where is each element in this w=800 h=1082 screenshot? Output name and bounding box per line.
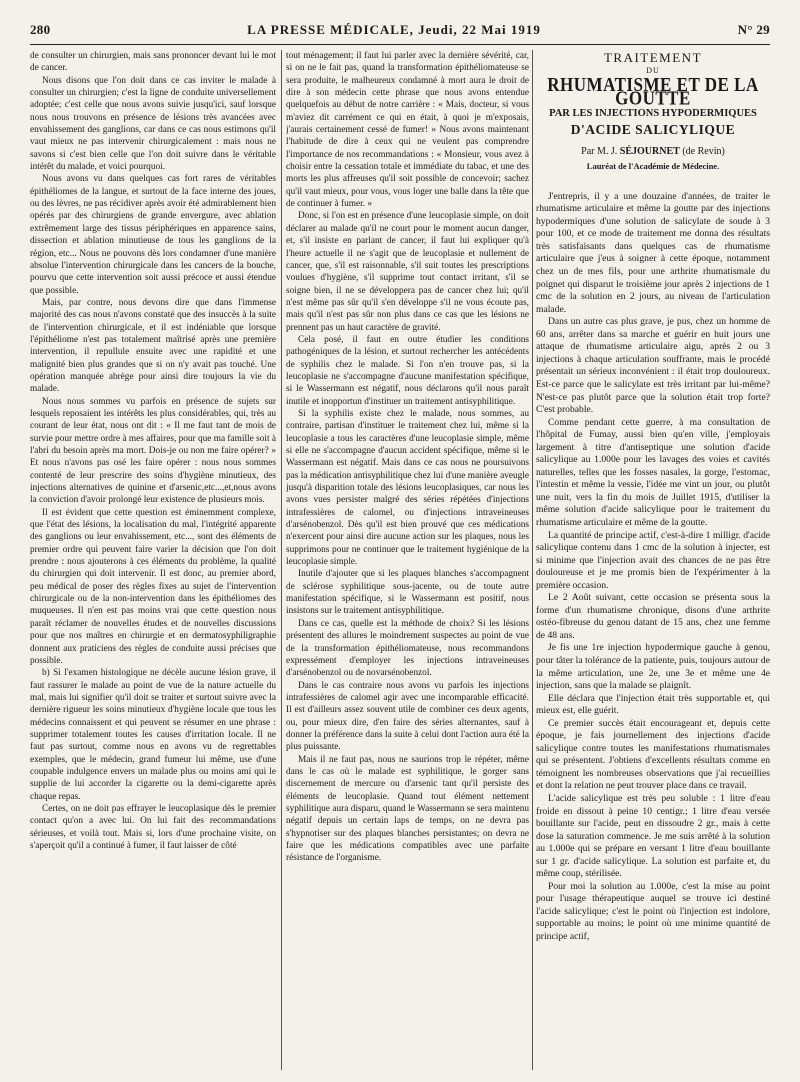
- page-number: 280: [30, 22, 51, 37]
- paragraph: Le 2 Août suivant, cette occasion se présenta sous la forme d'un rhumatisme chronique, disons d'une arthrite ostéo-fibreuse du genou datant de 15 ans, chez une femme de 48 ans.: [536, 592, 770, 641]
- paragraph: Ce premier succès était encourageant et, depuis cette époque, je fais journellement des injections d'acide salicylique contre toutes les manifestations rhumatismales qui se présentent. J'obtiens d'excellents résultats comme en témoignent les nombreuses observations que j'ai recueillies et dont la relation ne peut trouver place dans ce travail.: [536, 717, 770, 792]
- heading-line: TRAITEMENT: [603, 50, 703, 65]
- paragraph: J'entrepris, il y a une douzaine d'années, de traiter le rhumatisme articulaire et même la goutte par des injections hypodermiques d'une solution de salicylate de soude à 3 pour 100, et ce mode de traitement me donna des résultats très satisfaisants dans quelques cas de rhumatisme articulaire que j'eus à soigner à cette époque, notamment chez un de mes fils, pour une arthrite rhumatismale du poignet qui disparut le troisième jour après 2 injections de 1 cmc de la solution en 2 jours, au niveau de l'articulation malade.: [536, 190, 770, 315]
- heading-line: DU: [646, 66, 660, 76]
- paragraph: Mais, par contre, nous devons dire que dans l'immense majorité des cas nous n'avons constaté que des insuccès à la suite de l'intervention chirurgicale, et il est indéniable que lorsque l'épithéliome n'est pas totalement maîtrisé après une première intervention, il repullule ensuite avec une rapidité et une malignité bien plus grandes que si on n'y avait pas touché. Une opération manquée abrège pour ainsi dire toujours la vie du malade.: [30, 297, 276, 395]
- paragraph: Il est évident que cette question est éminemment complexe, que l'état des lésions, la localisation du mal, l'intégrité apparente des ganglions ou leur envahissement, etc..., sont des éléments de premier ordre qui peuvent faire varier la décision que l'on doit prendre : nous ajouterons à ces éléments du problème, la qualité du chirurgien qui doit intervenir. Il est donc, au premier abord, peu médical de poser des règles fixes au sujet de l'intervention chirurgicale ou de la non-intervention dans les épithéliomes des muqueuses. Il n'en est pas moins vrai que cette question nous paraît réclamer de nouvelles études et de nouvelles discussions pour que nos maîtres en chirurgie et en dermatosyphiligraphie donnent aux praticiens des règles de conduite aussi précises que possible.: [30, 507, 276, 666]
- paragraph: Donc, si l'on est en présence d'une leucoplasie simple, on doit déclarer au malade qu'il ne court pour le moment aucun danger, et, s'il insiste en parlant de cancer, il faut lui expliquer qu'à l'heure actuelle il ne s'agit que de leucoplasie et nullement de cancer, que, s'il est raisonnable, s'il suit toutes les prescriptions voulues d'hygiène, s'il supprime tout contact irritant, s'il se soigne bien, il ne se développera pas de cancer chez lui; qu'il n'est même pas sûr qu'il s'en développe s'il ne vous écoute pas, mais qu'il n'est pas sûr non plus dans ce cas que les lésions ne prennent pas un haut caractère de gravité.: [286, 211, 529, 333]
- paragraph: Nous disons que l'on doit dans ce cas inviter le malade à consulter un chirurgien; c'est la ligne de conduite universellement adoptée; c'est celle que nous avons suivie jusqu'ici, sauf lorsque nous nous trouvons en présence de lésions très avancées avec envahissement des ganglions, car dans ce cas nous estimons qu'il vaut mieux ne pas intervenir chirurgicalement : mais nous ne savons si c'est bien celle que l'on doit suivre dans le véritable intérêt du malade, et voici pourquoi.: [30, 75, 276, 173]
- paragraph: Pour moi la solution au 1.000e, c'est la mise au point pour l'usage thérapeutique auquel se trouve ici destiné l'acide salicylique; c'est le point où l'injection est indolore, supportable au moins; le point où une minime quantité de principe actif,: [536, 880, 770, 943]
- paragraph: Je fis une 1re injection hypodermique gauche à genou, pour tâter la tolérance de la patiente, puis, toujours autour de la même articulation, une 2e, une 3e et même une 4e injection, sans que la malade se plaignît.: [536, 642, 770, 692]
- paragraph: Dans un autre cas plus grave, je pus, chez un homme de 60 ans, arrêter dans sa marche et guérir en huit jours une attaque de rhumatisme articulaire aigu, après 2 ou 3 injections à chaque articulation souffrante, mais le procédé présentait un sérieux inconvénient : il était trop douloureux. Est-ce parce que le salicylate est très irritant par lui-même? N'est-ce pas plutôt parce que la solution était trop forte? C'est probable.: [536, 316, 770, 416]
- column-divider: [532, 50, 533, 1070]
- paragraph: Inutile d'ajouter que si les plaques blanches s'accompagnent de sclérose syphilitique sous-jacente, ou de toute autre manifestation spécifique, si le Wassermann est positif, nous insistons sur le traitement antisyphilitique.: [286, 569, 529, 617]
- paragraph: Mais il ne faut pas, nous ne saurions trop le répéter, même dans le cas où le malade est syphilitique, le gorger sans discernement de mercure ou d'arsenic tant qu'il persiste des éléments de leucoplasie. Quand tout élément nettement syphilitique aura disparu, quand le Wassermann se sera maintenu négatif depuis un certain laps de temps, on ne devra pas s'hypnotiser sur des plaques blanches persistantes; on devra ne faire que les médications compatibles avec une parfaite résistance de l'organisme.: [286, 754, 529, 864]
- paragraph: Nous avons vu dans quelques cas fort rares de véritables épithéliomes de la langue, et surtout de la face interne des joues, ou des lèvres, ne pas récidiver après avoir été admirablement bien opérés par des chirurgiens de grande envergure, avec ablation extrêmement large des tissus périphériques en apparence sains, dissection et ablation minutieuse de tous les ganglions de la région, etc... Nous ne pouvons dès lors condamner d'une manière absolue l'intervention chirurgicale dans les cancers de la bouche, pourvu que cette intervention soit aussi précoce et aussi étendue que possible.: [30, 174, 276, 296]
- paragraph: b) Si l'examen histologique ne décèle aucune lésion grave, il faut rassurer le malade au point de vue de la nature actuelle du mal, mais lui signifier qu'il doit se traiter et surtout suivre avec la dernière rigueur les soins minutieux d'hygiène locale que tous les médecins connaissent et qui peuvent se résumer en une phrase : supprimer totalement toutes les causes d'irritation locale. Il ne faut pas surtout, comme nous en avons vu de regrettables exemples, que le médecin, grand fumeur lui même, use d'une coupable indulgence envers un malade plus ou moins ami qui le supplie de lui accorder la cigarette ou la demi-cigarette après chaque repas.: [30, 668, 276, 802]
- paragraph: L'acide salicylique est très peu soluble : 1 litre d'eau froide en dissout à peine 10 centigr.; 1 litre d'eau versée bouillante sur l'acide, peut en dissoudre 2 gr., mais à cette dose la saturation commence. Je me suis arrêté à la solution au 1.000e qui se prépare en versant 1 litre d'eau bouillante sur 1 gr. d'acide salicylique. La solution est parfaite et, du même coup, stérilisée.: [536, 793, 770, 880]
- paragraph: Dans le cas contraire nous avons vu parfois les injections intrafessières de calomel agir avec une incomparable efficacité. Il est d'ailleurs assez souvent utile de combiner ces deux agents, ou, pour mieux dire, d'en faire des séries alternantes, sauf à donner la préférence dans la suite à celui dont l'action aura été la plus puissante.: [286, 680, 529, 753]
- column-divider: [281, 50, 282, 1070]
- paragraph: Dans ce cas, quelle est la méthode de choix? Si les lésions présentent des allures le moindrement suspectes au point de vue de la transformation épithéliomateuse, nous recommandons expressément d'employer les injections intraveineuses d'arsénobenzol ou de novarsénobenzol.: [286, 618, 529, 679]
- issue-number: N° 29: [737, 22, 770, 37]
- paragraph: de consulter un chirurgien, mais sans prononcer devant lui le mot de cancer.: [30, 51, 276, 74]
- paragraph: Elle déclara que l'injection était très supportable et, qui mieux est, elle guérit.: [536, 692, 770, 717]
- paragraph: Cela posé, il faut en outre étudier les conditions pathogéniques de la lésion, et surtout rechercher les antécédents de syphilis chez le malade. Si l'on n'en trouve pas, si la leucoplasie ne s'accompagne d'aucune manifestation spécifique, si le Wassermann est négatif, nous déclarons qu'il nous paraît inutile et inopportun d'instituer un traitement antisyphilitique.: [286, 334, 529, 407]
- paragraph: Certes, on ne doit pas effrayer le leucoplasique dès le premier contact qu'on a avec lui. On lui fait des recommandations sérieuses, et voilà tout. Mais si, lors d'une prochaine visite, on s'aperçoit qu'il a continué à fumer, il faut laisser de côté: [30, 803, 276, 851]
- author-affiliation: Lauréat de l'Académie de Médecine.: [586, 161, 720, 172]
- column-3: [536, 50, 770, 1075]
- heading-line: D'ACIDE SALICYLIQUE: [570, 121, 736, 137]
- paragraph: Si la syphilis existe chez le malade, nous sommes, au contraire, partisan d'instituer le traitement chez lui, même si la leucoplasie a tous les caractères d'une leucoplasie simple, même si elle ne s'accompagne d'aucun accident spécifique, même si le Wassermann est négatif. Mais dans ce cas nous ne poursuivons pas la médication antisyphilitique chez lui d'une manière aveugle jusqu'à disparition totale des lésions leucoplasiques, car nous les avons vues persister malgré des séries répétées d'injections intrafessières de calomel, ou d'injections intraveineuses d'arsénobenzol. Dès qu'il est bien prouvé que ces médications n'exercent pour ainsi dire aucune action sur les plaques, nous les supprimons pour ne continuer que le traitement hygiénique de la leucoplasie simple.: [286, 408, 529, 568]
- author-name: SÉJOURNET: [619, 146, 680, 158]
- author-suffix: (de Revin): [682, 146, 725, 158]
- paragraph: La quantité de principe actif, c'est-à-dire 1 milligr. d'acide salicylique contenu dans 1 cmc de la solution à injecter, est si minime que l'injection avait des chances de ne pas être douloureuse et je me promis bien de l'expérimenter à la première occasion.: [536, 529, 770, 591]
- column-1: [30, 50, 276, 1075]
- heading-line: PAR LES INJECTIONS HYPODERMIQUES: [549, 108, 757, 120]
- paragraph: Nous nous sommes vu parfois en présence de sujets sur lesquels reposaient les intérêts les plus considérables, qui, très au courant de leur état, nous ont dit : « Il me faut tant de mois de survie pour mettre ordre à mes affaires, pour que ma famille soit à l'abri du besoin après ma mort. Dois-je ou non me faire opérer? » Et nous n'avons pas osé les faire opérer : nous nous sommes contenté de leur prescrire des soins d'hygiène minutieux, des injections alternatives de quinine et d'arsenic,etc...,et,nous avons la conviction d'avoir prolongé leur existence de plusieurs mois.: [30, 396, 276, 506]
- byline: [536, 146, 770, 158]
- page-header: [30, 22, 770, 42]
- journal-title: LA PRESSE MÉDICALE, Jeudi, 22 Mai 1919: [247, 22, 541, 37]
- heading-line: RHUMATISME ET DE LA GOUTTE: [547, 73, 759, 110]
- paragraph: tout ménagement; il faut lui parler avec la dernière sévérité, car, si on ne le fait pas, quand la transformation épithéliomateuse se sera produite, le malheureux condamné à mort aura le droit de dire à son médecin cette phrase que nous avons entendue quelquefois au début de notre carrière : « Mais, docteur, si vous m'aviez dit carrément ce qui en était, à quoi je m'exposais, j'aurais certainement cessé de fumer! » Nous avons maintenant l'habitude de dire à ceux qui ne veulent pas comprendre l'importance de nos recommandations : « Monsieur, vous avez à choisir entre la cessation totale et immédiate du tabac, et une des morts les plus affreuses qu'il soit possible de concevoir; sachez qu'il vaut mieux, pour vous, vous loger une balle dans la tête que de continuer à fumer. »: [286, 51, 529, 210]
- header-rule: [30, 44, 770, 45]
- author-prefix: Par M. J.: [581, 146, 618, 158]
- article-heading: [536, 52, 770, 136]
- column-2: [286, 50, 529, 1075]
- paragraph: Comme pendant cette guerre, à ma consultation de l'hôpital de Fumay, aussi bien qu'en ville, j'employais largement à titre d'antiseptique une solution d'acide salicylique au 1.000e pour les lavages des voies et cavités naturelles, telles que les fosses nasales, la gorge, l'estomac, l'intestin et même la vessie, l'idée me vint un jour, ou plutôt une nuit, vers la fin du mois de Juillet 1915, d'utiliser la même solution d'acide salicylique pour le traitement du rhumatisme articulaire et même de la goutte.: [536, 416, 770, 528]
